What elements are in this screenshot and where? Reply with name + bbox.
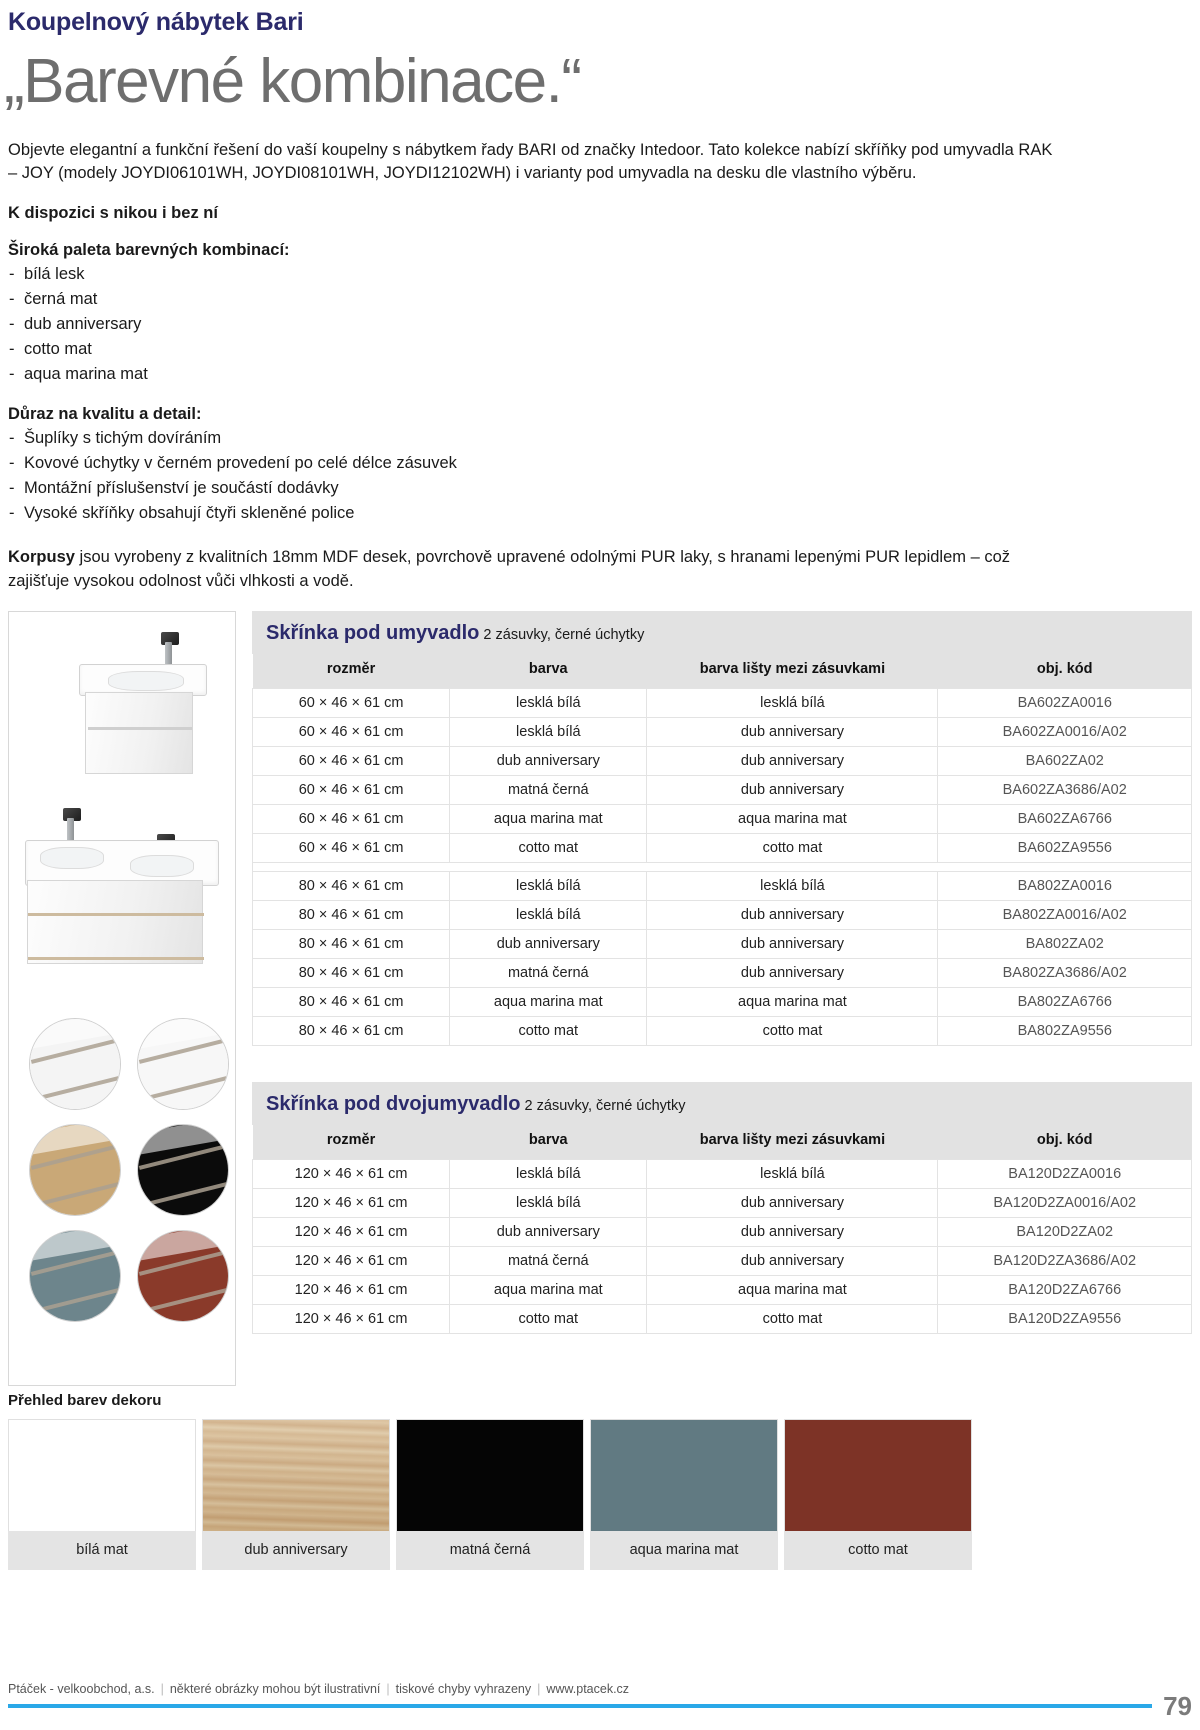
column-header: obj. kód bbox=[938, 654, 1192, 689]
table-cell: lesklá bílá bbox=[450, 718, 647, 747]
table-cell: dub anniversary bbox=[647, 930, 938, 959]
swatch-color-patch bbox=[396, 1419, 584, 1531]
footer-note-1: některé obrázky mohou být ilustrativní bbox=[169, 1682, 381, 1696]
column-header: barva lišty mezi zásuvkami bbox=[647, 1125, 938, 1160]
table-cell: cotto mat bbox=[450, 1017, 647, 1046]
table-cell: dub anniversary bbox=[647, 718, 938, 747]
table-cell: dub anniversary bbox=[450, 1218, 647, 1247]
product-code-cell: BA802ZA0016 bbox=[938, 872, 1192, 901]
table-cell: aqua marina mat bbox=[647, 988, 938, 1017]
product-tables bbox=[252, 611, 1192, 1370]
decor-swatch bbox=[8, 1419, 196, 1570]
table-row-spacer bbox=[253, 863, 1192, 872]
table-cell: 60 × 46 × 61 cm bbox=[253, 689, 450, 718]
single-vanity-image bbox=[61, 630, 211, 780]
product-code-cell: BA802ZA3686/A02 bbox=[938, 959, 1192, 988]
table-cell: dub anniversary bbox=[647, 901, 938, 930]
product-code-cell: BA602ZA9556 bbox=[938, 834, 1192, 863]
table-row bbox=[253, 747, 1192, 776]
table-cell: dub anniversary bbox=[450, 747, 647, 776]
table-title bbox=[252, 1082, 1192, 1125]
intro-subhead: K dispozici s nikou i bez ní bbox=[8, 203, 218, 222]
table-cell: lesklá bílá bbox=[647, 1160, 938, 1189]
swatch-label: aqua marina mat bbox=[590, 1531, 778, 1570]
table-cell: 120 × 46 × 61 cm bbox=[253, 1189, 450, 1218]
double-cabinet-body bbox=[27, 880, 203, 964]
product-code-cell: BA602ZA6766 bbox=[938, 805, 1192, 834]
product-code-cell: BA120D2ZA02 bbox=[938, 1218, 1192, 1247]
color-item: - bílá lesk bbox=[8, 262, 1192, 287]
product-code-cell: BA802ZA9556 bbox=[938, 1017, 1192, 1046]
table-header-row bbox=[253, 654, 1192, 689]
footer-website-link[interactable]: www.ptacek.cz bbox=[546, 1682, 630, 1696]
table-cell: dub anniversary bbox=[647, 747, 938, 776]
product-code-cell: BA120D2ZA6766 bbox=[938, 1276, 1192, 1305]
product-code-cell: BA802ZA02 bbox=[938, 930, 1192, 959]
spacer-cell bbox=[253, 863, 1192, 872]
table-cell: lesklá bílá bbox=[450, 1189, 647, 1218]
column-header: barva lišty mezi zásuvkami bbox=[647, 654, 938, 689]
product-table-block bbox=[252, 611, 1192, 1046]
table-cell: 60 × 46 × 61 cm bbox=[253, 834, 450, 863]
table-cell: dub anniversary bbox=[647, 959, 938, 988]
intro-paragraph: Objevte elegantní a funkční řešení do vaší koupelny s nábytkem řady BARI od značky Intedoor. Tato kolekce nabízí skříňky pod umyvadla RAK – JOY (modely JOYDI06101WH, JOYDI08101WH, JOYDI12102WH) i varianty pod umyvadla na desku dle vlastního výběru. bbox=[8, 140, 1053, 183]
table-cell: 60 × 46 × 61 cm bbox=[253, 805, 450, 834]
double-vanity-image bbox=[19, 808, 231, 968]
double-basin-bowl-left bbox=[40, 847, 104, 869]
table-row bbox=[253, 718, 1192, 747]
colors-list bbox=[8, 262, 1192, 387]
table-cell: 120 × 46 × 61 cm bbox=[253, 1276, 450, 1305]
quality-list bbox=[8, 426, 1192, 526]
double-drawer-handle-lower bbox=[28, 957, 204, 960]
column-header: barva bbox=[450, 654, 647, 689]
decor-title: Přehled barev dekoru bbox=[8, 1392, 162, 1409]
page-footer bbox=[8, 1682, 1192, 1721]
table-cell: cotto mat bbox=[647, 1305, 938, 1334]
table-cell: aqua marina mat bbox=[450, 805, 647, 834]
table-row bbox=[253, 689, 1192, 718]
table-cell: matná černá bbox=[450, 776, 647, 805]
swatch-label: matná černá bbox=[396, 1531, 584, 1570]
column-header: rozměr bbox=[253, 654, 450, 689]
footer-sep-2: | bbox=[386, 1682, 390, 1696]
footer-sep-1: | bbox=[160, 1682, 164, 1696]
finish-thumb-aqua-marina-mat bbox=[29, 1230, 121, 1322]
double-drawer-handle-upper bbox=[28, 913, 204, 916]
cabinet-body bbox=[85, 692, 193, 774]
page-number: 79 bbox=[1163, 1691, 1192, 1721]
table-cell: 60 × 46 × 61 cm bbox=[253, 747, 450, 776]
footer-accent-rule bbox=[8, 1704, 1152, 1708]
color-item: - dub anniversary bbox=[8, 312, 1192, 337]
quality-item: - Montážní příslušenství je součástí dodávky bbox=[8, 476, 1192, 501]
footer-sep-3: | bbox=[537, 1682, 541, 1696]
table-cell: 60 × 46 × 61 cm bbox=[253, 718, 450, 747]
table-cell: dub anniversary bbox=[647, 1189, 938, 1218]
quality-heading: Důraz na kvalitu a detail: bbox=[8, 404, 202, 423]
table-cell: dub anniversary bbox=[450, 930, 647, 959]
product-code-cell: BA602ZA02 bbox=[938, 747, 1192, 776]
product-code-cell: BA602ZA0016/A02 bbox=[938, 718, 1192, 747]
table-cell: 120 × 46 × 61 cm bbox=[253, 1218, 450, 1247]
table-row bbox=[253, 1160, 1192, 1189]
table-row bbox=[253, 901, 1192, 930]
table-cell: dub anniversary bbox=[647, 1218, 938, 1247]
table-cell: lesklá bílá bbox=[647, 689, 938, 718]
table-cell: 80 × 46 × 61 cm bbox=[253, 930, 450, 959]
category-kicker: Koupelnový nábytek Bari bbox=[8, 8, 304, 36]
table-title-sub: 2 zásuvky, černé úchytky bbox=[479, 627, 645, 644]
table-cell: cotto mat bbox=[647, 834, 938, 863]
table-row bbox=[253, 776, 1192, 805]
decor-overview bbox=[8, 1388, 1192, 1570]
table-row bbox=[253, 1218, 1192, 1247]
decor-swatch bbox=[396, 1419, 584, 1570]
table-cell: aqua marina mat bbox=[450, 1276, 647, 1305]
swatch-label: bílá mat bbox=[8, 1531, 196, 1570]
color-item: - aqua marina mat bbox=[8, 362, 1192, 387]
table-row bbox=[253, 1189, 1192, 1218]
product-code-cell: BA802ZA0016/A02 bbox=[938, 901, 1192, 930]
table-row bbox=[253, 1276, 1192, 1305]
colors-heading: Široká paleta barevných kombinací: bbox=[8, 240, 290, 259]
swatch-color-patch bbox=[590, 1419, 778, 1531]
swatch-color-patch bbox=[8, 1419, 196, 1531]
column-header: rozměr bbox=[253, 1125, 450, 1160]
column-header: barva bbox=[450, 1125, 647, 1160]
table-cell: aqua marina mat bbox=[647, 1276, 938, 1305]
table-cell: aqua marina mat bbox=[647, 805, 938, 834]
faucet-body-icon bbox=[165, 642, 172, 666]
product-table bbox=[252, 1125, 1192, 1334]
table-cell: 120 × 46 × 61 cm bbox=[253, 1247, 450, 1276]
swatch-label: cotto mat bbox=[784, 1531, 972, 1570]
table-cell: cotto mat bbox=[450, 1305, 647, 1334]
table-cell: cotto mat bbox=[647, 1017, 938, 1046]
table-cell: 80 × 46 × 61 cm bbox=[253, 872, 450, 901]
table-cell: lesklá bílá bbox=[647, 872, 938, 901]
table-cell: 120 × 46 × 61 cm bbox=[253, 1160, 450, 1189]
quality-item: - Šuplíky s tichým dovíráním bbox=[8, 426, 1192, 451]
table-cell: lesklá bílá bbox=[450, 1160, 647, 1189]
product-area bbox=[8, 611, 1192, 1386]
quality-item: - Kovové úchytky v černém provedení po celé délce zásuvek bbox=[8, 451, 1192, 476]
product-image-panel bbox=[8, 611, 236, 1386]
table-row bbox=[253, 1247, 1192, 1276]
table-cell: dub anniversary bbox=[647, 1247, 938, 1276]
color-item: - cotto mat bbox=[8, 337, 1192, 362]
product-table bbox=[252, 654, 1192, 1046]
finish-thumb-bila-lesk-dub-lista bbox=[137, 1018, 229, 1110]
table-row bbox=[253, 988, 1192, 1017]
decor-swatch-row bbox=[8, 1419, 1192, 1570]
table-title-sub: 2 zásuvky, černé úchytky bbox=[520, 1098, 686, 1115]
swatch-label: dub anniversary bbox=[202, 1531, 390, 1570]
swatch-color-patch bbox=[202, 1419, 390, 1531]
table-header-row bbox=[253, 1125, 1192, 1160]
korpusy-text: jsou vyrobeny z kvalitních 18mm MDF desek, povrchově upravené odolnými PUR laky, s hranami lepenými PUR lepidlem – což zajišťuje vysokou odolnost vůči vlhkosti a vodě. bbox=[8, 548, 1011, 590]
finish-thumb-cotto-mat bbox=[137, 1230, 229, 1322]
table-row bbox=[253, 805, 1192, 834]
table-row bbox=[253, 959, 1192, 988]
table-cell: lesklá bílá bbox=[450, 689, 647, 718]
finish-thumbnail-grid bbox=[29, 1018, 229, 1322]
product-table-block bbox=[252, 1082, 1192, 1334]
double-basin-bowl-right bbox=[130, 855, 194, 877]
column-header: obj. kód bbox=[938, 1125, 1192, 1160]
product-code-cell: BA120D2ZA9556 bbox=[938, 1305, 1192, 1334]
table-cell: cotto mat bbox=[450, 834, 647, 863]
product-code-cell: BA120D2ZA3686/A02 bbox=[938, 1247, 1192, 1276]
table-cell: matná černá bbox=[450, 959, 647, 988]
page-title: „Barevné kombinace.“ bbox=[4, 46, 581, 116]
drawer-handle-upper bbox=[88, 727, 192, 730]
table-cell: 120 × 46 × 61 cm bbox=[253, 1305, 450, 1334]
table-cell: lesklá bílá bbox=[450, 872, 647, 901]
finish-thumb-bila-lesk bbox=[29, 1018, 121, 1110]
page-header bbox=[4, 8, 1192, 116]
korpusy-label: Korpusy bbox=[8, 548, 75, 567]
finish-thumb-matna-cerna bbox=[137, 1124, 229, 1216]
table-row bbox=[253, 1305, 1192, 1334]
swatch-color-patch bbox=[784, 1419, 972, 1531]
table-cell: dub anniversary bbox=[647, 776, 938, 805]
table-title bbox=[252, 611, 1192, 654]
table-cell: matná černá bbox=[450, 1247, 647, 1276]
intro-section bbox=[8, 139, 1192, 593]
finish-thumb-dub-anniversary bbox=[29, 1124, 121, 1216]
table-row bbox=[253, 872, 1192, 901]
table-title-main: Skřínka pod umyvadlo bbox=[266, 622, 480, 645]
product-code-cell: BA120D2ZA0016/A02 bbox=[938, 1189, 1192, 1218]
decor-swatch bbox=[590, 1419, 778, 1570]
product-code-cell: BA602ZA0016 bbox=[938, 689, 1192, 718]
table-title-main: Skřínka pod dvojumyvadlo bbox=[266, 1093, 521, 1116]
table-row bbox=[253, 930, 1192, 959]
catalog-page bbox=[0, 8, 1200, 1730]
footer-note-2: tiskové chyby vyhrazeny bbox=[395, 1682, 532, 1696]
product-code-cell: BA802ZA6766 bbox=[938, 988, 1192, 1017]
table-cell: 80 × 46 × 61 cm bbox=[253, 959, 450, 988]
quality-item: - Vysoké skříňky obsahují čtyři skleněné police bbox=[8, 501, 1192, 526]
basin-bowl bbox=[108, 671, 184, 691]
decor-swatch bbox=[202, 1419, 390, 1570]
table-cell: aqua marina mat bbox=[450, 988, 647, 1017]
product-code-cell: BA602ZA3686/A02 bbox=[938, 776, 1192, 805]
color-item: - černá mat bbox=[8, 287, 1192, 312]
faucet-body-left-icon bbox=[67, 818, 74, 842]
table-cell: 60 × 46 × 61 cm bbox=[253, 776, 450, 805]
table-row bbox=[253, 834, 1192, 863]
footer-company: Ptáček - velkoobchod, a.s. bbox=[8, 1682, 155, 1696]
table-row bbox=[253, 1017, 1192, 1046]
product-code-cell: BA120D2ZA0016 bbox=[938, 1160, 1192, 1189]
decor-swatch bbox=[784, 1419, 972, 1570]
table-cell: 80 × 46 × 61 cm bbox=[253, 1017, 450, 1046]
table-cell: lesklá bílá bbox=[450, 901, 647, 930]
footer-text bbox=[8, 1682, 1192, 1704]
korpusy-paragraph bbox=[8, 546, 1060, 593]
table-cell: 80 × 46 × 61 cm bbox=[253, 901, 450, 930]
table-cell: 80 × 46 × 61 cm bbox=[253, 988, 450, 1017]
